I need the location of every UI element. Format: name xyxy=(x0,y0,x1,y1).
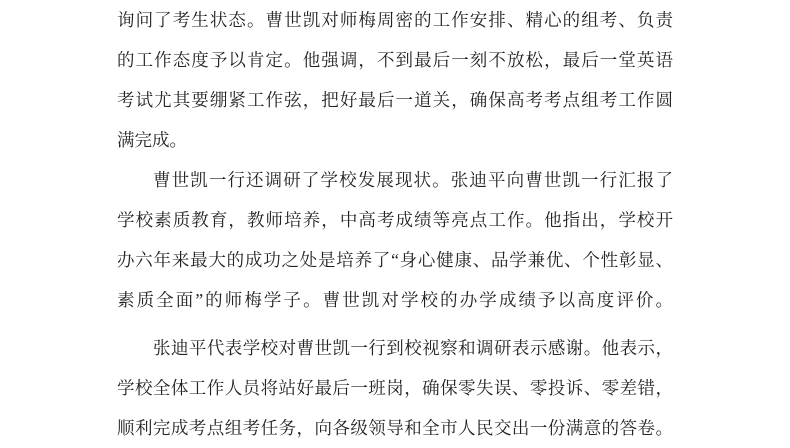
text-line: 素质全面”的师梅学子。曹世凯对学校的办学成绩予以高度评价。 xyxy=(117,290,673,310)
text-line: 张迪平代表学校对曹世凯一行到校视察和调研表示感谢。他表示， xyxy=(153,338,673,358)
text-line: 询问了考生状态。曹世凯对师梅周密的工作安排、精心的组考、负责 xyxy=(117,10,673,30)
paragraph-1 xyxy=(117,0,673,160)
text-line: 考试尤其要绷紧工作弦，把好最后一道关，确保高考考点组考工作圆 xyxy=(117,90,673,110)
text-line: 学校全体工作人员将站好最后一班岗，确保零失误、零投诉、零差错， xyxy=(117,378,673,398)
text-line: 顺利完成考点组考任务，向各级领导和全市人民交出一份满意的答卷。 xyxy=(117,418,673,438)
text-line: 的工作态度予以肯定。他强调，不到最后一刻不放松，最后一堂英语 xyxy=(117,50,673,70)
paragraph-3 xyxy=(117,328,673,448)
text-line: 学校素质教育，教师培养，中高考成绩等亮点工作。他指出，学校开 xyxy=(117,210,673,230)
text-line: 满完成。 xyxy=(117,130,187,150)
text-line: 办六年来最大的成功之处是培养了“身心健康、品学兼优、个性彰显、 xyxy=(117,250,673,270)
paragraph-2 xyxy=(117,160,673,320)
text-line: 曹世凯一行还调研了学校发展现状。张迪平向曹世凯一行汇报了 xyxy=(153,170,673,190)
